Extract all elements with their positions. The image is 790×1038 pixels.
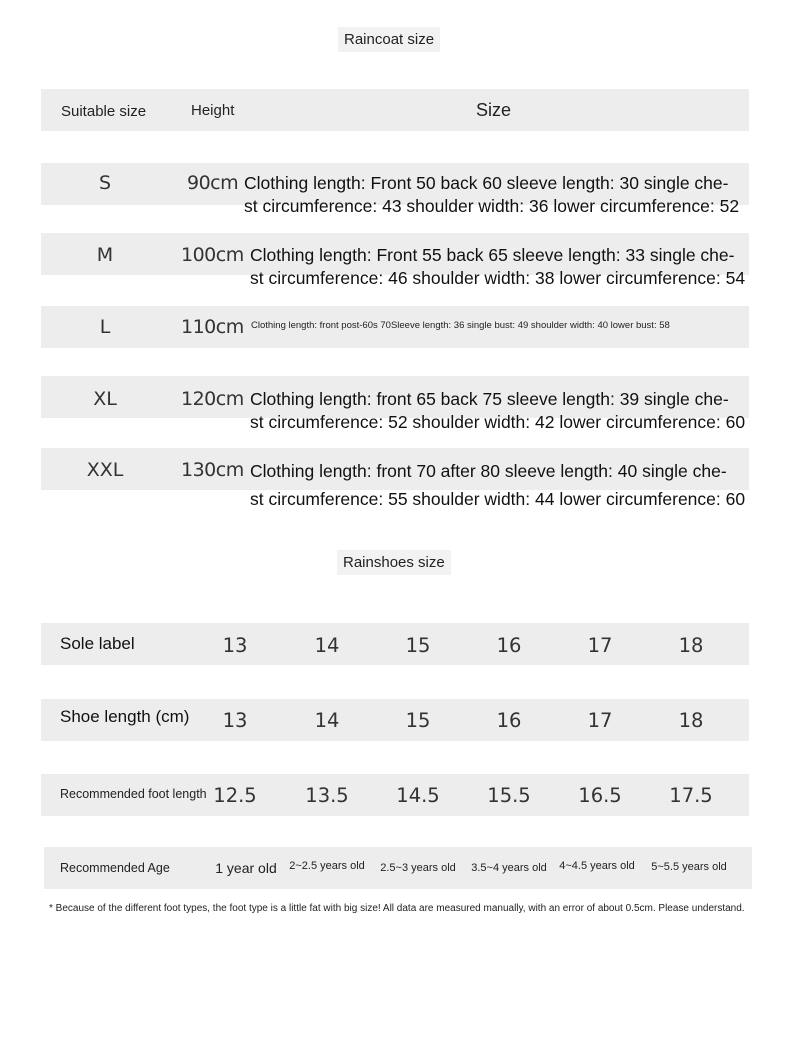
row-label: Recommended Age	[60, 861, 170, 875]
footnote: * Because of the different foot types, the foot type is a little fat with big size! All data are measured manually, with an error of about 0.5cm. Please understand.	[49, 903, 745, 914]
size-label: S	[98, 172, 112, 194]
table-cell: 14.5	[396, 784, 440, 807]
table-cell: 17.5	[669, 784, 713, 807]
header-suitable-size: Suitable size	[61, 103, 147, 120]
table-cell: 15	[405, 634, 431, 657]
table-cell: 18	[678, 634, 704, 657]
header-size: Size	[476, 100, 512, 120]
table-cell: 13.5	[305, 784, 349, 807]
table-cell: 16	[496, 709, 522, 732]
table-cell: 17	[587, 634, 613, 657]
table-cell: 14	[314, 709, 340, 732]
size-detail-line: st circumference: 55 shoulder width: 44 lower circumference: 60	[250, 489, 746, 509]
table-cell: 1 year old	[215, 860, 277, 876]
size-detail-line: Clothing length: front post-60s 70Sleeve length: 36 single bust: 49 shoulder width: 40 lower bust: 58	[251, 320, 670, 331]
table-cell: 2~2.5 years old	[289, 860, 365, 872]
table-cell: 15	[405, 709, 431, 732]
table-cell: 18	[678, 709, 704, 732]
table-cell: 13	[222, 634, 248, 657]
size-label: XL	[93, 388, 117, 410]
table-cell: 17	[587, 709, 613, 732]
table-cell: 16	[496, 634, 522, 657]
size-label: L	[99, 316, 111, 338]
table-cell: 14	[314, 634, 340, 657]
size-detail-line: Clothing length: front 65 back 75 sleeve length: 39 single che-	[250, 389, 729, 409]
row-label: Recommended foot length	[60, 787, 207, 801]
table-cell: 15.5	[487, 784, 531, 807]
table-cell: 13	[222, 709, 248, 732]
size-detail-line: Clothing length: front 70 after 80 sleeve length: 40 single che-	[250, 461, 727, 481]
table-cell: 16.5	[578, 784, 622, 807]
height-value: 110cm	[181, 316, 244, 338]
row-label: Sole label	[60, 634, 135, 653]
size-detail-line: st circumference: 43 shoulder width: 36 lower circumference: 52	[244, 196, 740, 216]
table-cell: 5~5.5 years old	[651, 861, 727, 873]
table-cell: 4~4.5 years old	[559, 860, 635, 872]
table-cell: 3.5~4 years old	[471, 862, 547, 874]
size-detail-line: st circumference: 52 shoulder width: 42 lower circumference: 60	[250, 412, 746, 432]
table-cell: 12.5	[213, 784, 257, 807]
raincoat-size-title: Raincoat size	[338, 27, 440, 52]
raincoat-header-row	[41, 89, 749, 131]
size-label: M	[96, 244, 114, 266]
size-label: XXL	[86, 459, 124, 481]
size-detail-line: Clothing length: Front 50 back 60 sleeve length: 30 single che-	[244, 173, 729, 193]
height-value: 90cm	[187, 172, 239, 194]
header-height: Height	[191, 102, 235, 119]
rainshoes-size-title: Rainshoes size	[337, 550, 451, 575]
size-detail-line: Clothing length: Front 55 back 65 sleeve length: 33 single che-	[250, 245, 735, 265]
height-value: 120cm	[181, 388, 244, 410]
size-detail-line: st circumference: 46 shoulder width: 38 lower circumference: 54	[250, 268, 746, 288]
height-value: 100cm	[181, 244, 244, 266]
row-label: Shoe length (cm)	[60, 707, 190, 726]
table-cell: 2.5~3 years old	[380, 862, 456, 874]
height-value: 130cm	[181, 459, 244, 481]
